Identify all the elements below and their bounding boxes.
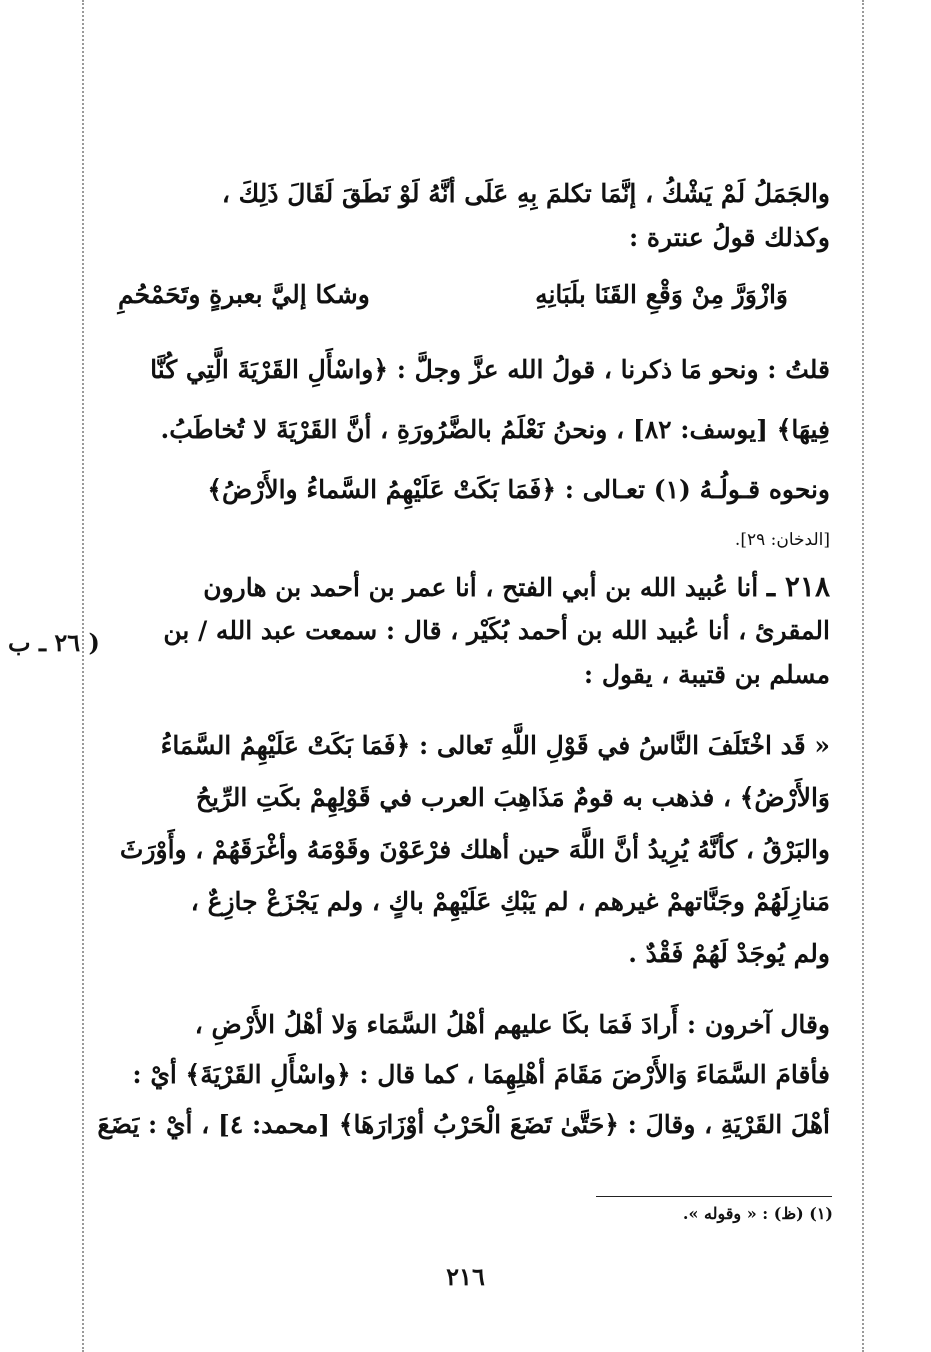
page-number: ٢١٦ bbox=[446, 1262, 485, 1291]
footnote-divider bbox=[596, 1196, 832, 1197]
footnote: (١) (ظ) : « وقوله ». bbox=[682, 1204, 833, 1223]
quote-paragraph bbox=[98, 720, 830, 980]
quran-reference: [الدخان: ٢٩]. bbox=[734, 530, 830, 550]
right-margin-dotted-line bbox=[862, 0, 864, 1352]
hadith-218 bbox=[98, 565, 830, 697]
text-line: أهْلَ القَرْيَةِ ، وقالَ : ﴿حَتَّىٰ تَضَعَ الْحَرْبُ أوْزَارَهَا﴾ [محمد: ٤] ، أيْ : يَضَعَ bbox=[97, 1110, 830, 1139]
text-line: فأقامَ السَّمَاءَ وَالأَرْضَ مَقَامَ أهْلِهِمَا ، كما قال : ﴿واسْأَلِ القَرْيَةَ﴾ أيْ : bbox=[132, 1060, 830, 1089]
text-line: والبَرْقُ ، كأنَّهُ يُرِيدُ أنَّ اللَّهَ حين أهلك فرْعَوْنَ وقَوْمَهُ وأغْرَقَهُمْ ، وأَوْرَثَ bbox=[119, 835, 830, 864]
text-line: أنا عُبيد الله بن أبي الفتح ، أنا عمر بن أحمد بن هارون bbox=[203, 573, 759, 602]
text-line: « قَد اخْتَلَفَ النَّاسُ في قَوْلِ اللَّهِ تَعالى : ﴿فَمَا بَكَتْ عَلَيْهِمُ السَّمَاءُ bbox=[160, 731, 830, 760]
verse-second-hemistich: وشكا إليَّ بعبرةٍ وتَحَمْحُمِ bbox=[118, 280, 370, 309]
hadith-number: ٢١٨ ـ bbox=[766, 570, 830, 603]
paragraph-camel bbox=[98, 172, 830, 260]
poetry-verse bbox=[118, 280, 788, 324]
text-line: ونحوه قـولُـهُ (١) تعـالى : ﴿فَمَا بَكَتْ عَلَيْهِمُ السَّماءُ والأَرْضُ﴾ bbox=[207, 475, 830, 504]
text-line: قلتُ : ونحو مَا ذكرنا ، قولُ الله عزَّ وجلَّ : ﴿واسْأَلِ القَرْيَةَ الَّتِي كُنَّا bbox=[150, 355, 830, 384]
text-line: ولم يُوجَدْ لَهُمْ فَقْدٌ . bbox=[628, 939, 830, 968]
verse-first-hemistich: وَازْوَرَّ مِنْ وَقْعِ القَنَا بلَبَانِهِ bbox=[535, 280, 788, 309]
paragraph-village bbox=[98, 340, 830, 560]
text-line: وكذلك قولُ عنترة : bbox=[628, 223, 830, 252]
left-margin-dotted-line bbox=[82, 0, 84, 1352]
text-line: وَالأَرْضُ﴾ ، فذهب به قومٌ مَذَاهِبَ العرب في قَوْلِهِمْ بكَتِ الرِّيحُ bbox=[195, 783, 830, 812]
manuscript-folio-note: ( ٢٦ ـ ب bbox=[8, 628, 100, 657]
hadith-first-line bbox=[98, 565, 830, 609]
text-line: وقال آخرون : أَرادَ فَمَا بكَا عليهم أهْلُ السَّمَاء وَلا أهْلُ الأَرْضِ ، bbox=[194, 1010, 830, 1039]
paragraph-others bbox=[98, 1000, 830, 1150]
text-line: فِيهَا﴾ [يوسف: ٨٢] ، ونحنُ نَعْلَمُ بالضَّرُورَةِ ، أنَّ القَرْيَةَ لا تُخاطَبُ. bbox=[160, 415, 830, 444]
text-line: والجَمَلُ لَمْ يَشْكُ ، إنَّمَا تكلمَ بِهِ عَلَى أنَّهُ لَوْ نَطَقَ لَقَالَ ذَلِكَ ، bbox=[221, 179, 830, 208]
text-line: مَنازِلَهُمْ وجَنَّاتهمْ غيرهم ، لم يَبْكِ عَلَيْهِمْ باكٍ ، ولم يَجْزَعْ جازِعٌ ، bbox=[190, 887, 830, 916]
text-line: مسلم بن قتيبة ، يقول : bbox=[583, 660, 830, 689]
text-line: المقرئ ، أنا عُبيد الله بن أحمد بُكَيْر ، قال : سمعت عبد الله / بن bbox=[163, 616, 830, 645]
